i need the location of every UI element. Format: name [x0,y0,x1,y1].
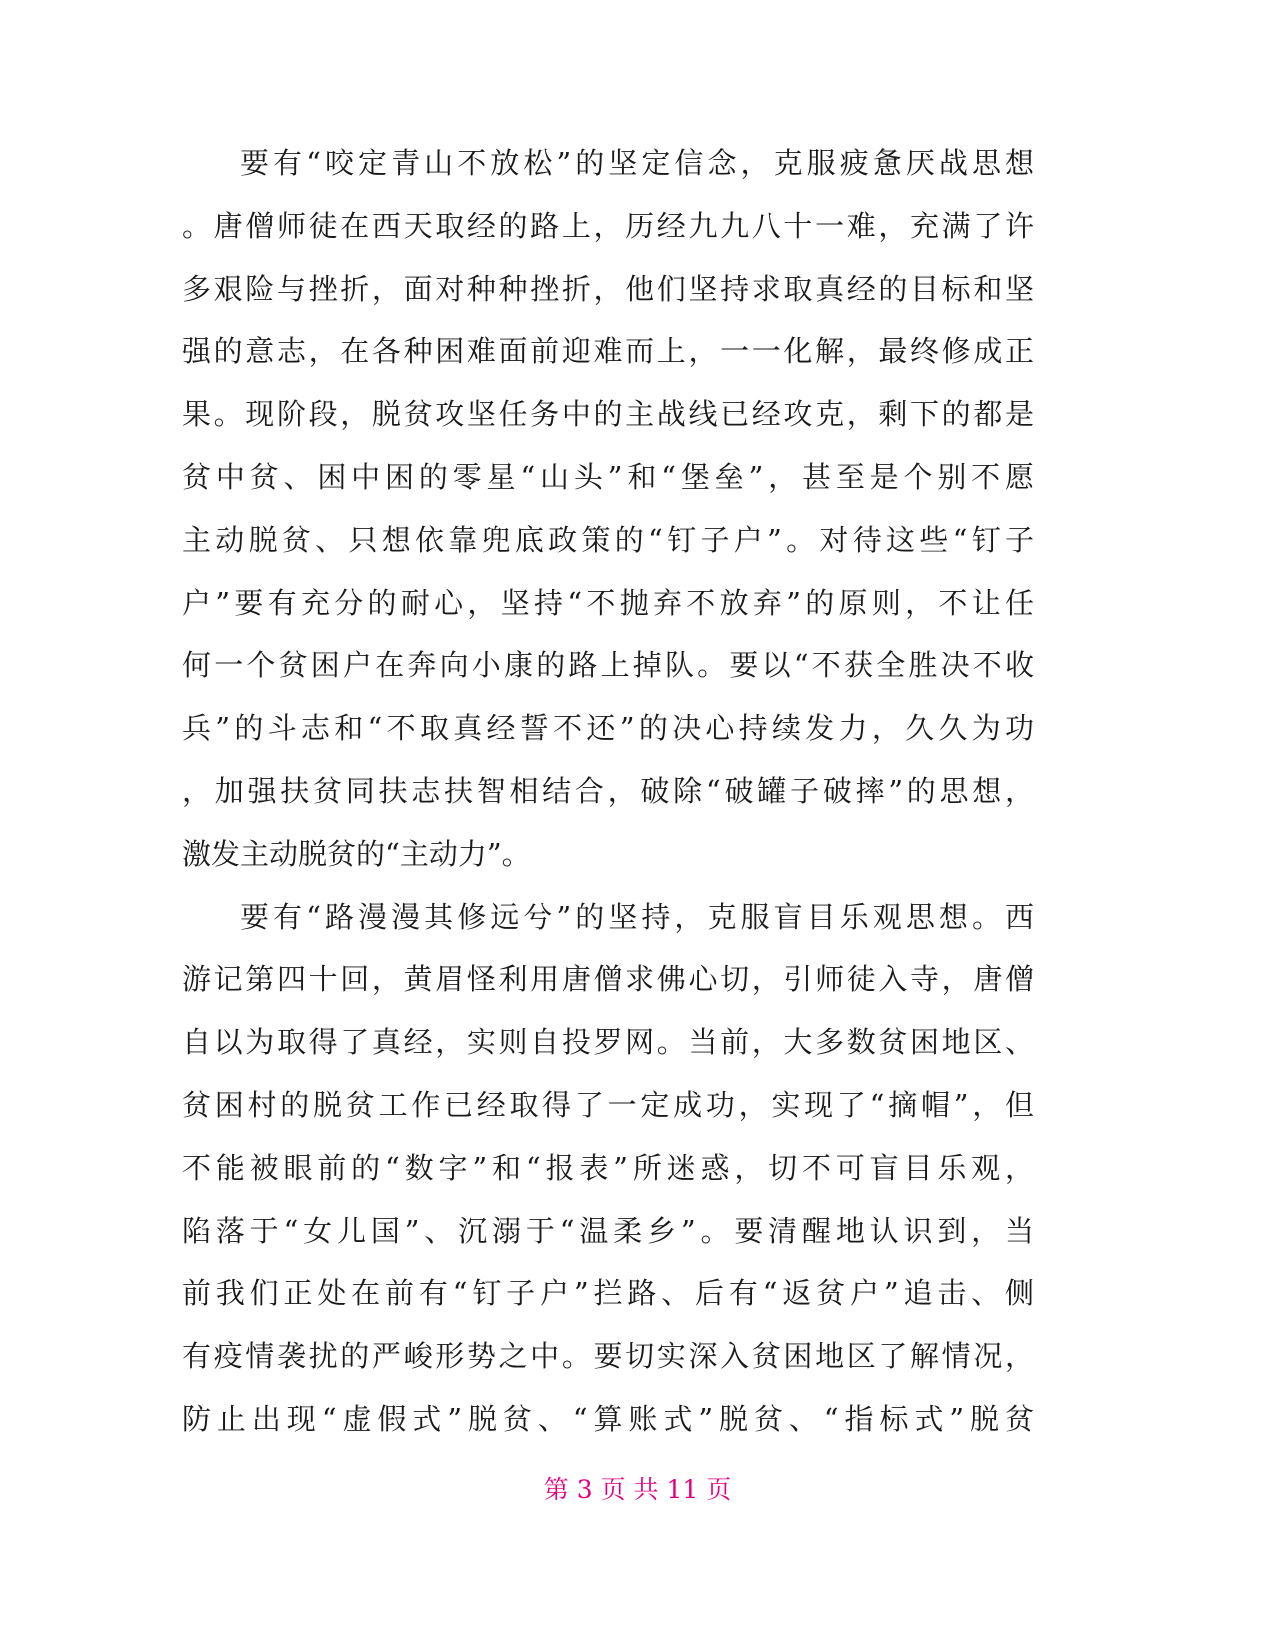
paragraph-1 [182,132,1034,886]
page-number-footer: 第 3 页 共 11 页 [543,1475,732,1504]
text-line: 游记第四十回，黄眉怪利用唐僧求佛心切，引师徒入寺，唐僧 [182,962,1034,997]
document-body [182,132,1034,1451]
text-line: 。唐僧师徒在西天取经的路上，历经九九八十一难，充满了许 [182,208,1034,243]
text-line: 自以为取得了真经，实则自投罗网。当前，大多数贫困地区、 [182,1025,1034,1060]
text-line: 防止出现“虚假式”脱贫、“算账式”脱贫、“指标式”脱贫 [182,1401,1034,1436]
text-line: 主动脱贫、只想依靠兜底政策的“钉子户”。对待这些“钉子 [182,522,1034,557]
text-line: 何一个贫困户在奔向小康的路上掉队。要以“不获全胜决不收 [182,648,1034,683]
text-line: 要有“路漫漫其修远兮”的坚持，克服盲目乐观思想。西 [240,899,1034,934]
text-line: 贫困村的脱贫工作已经取得了一定成功，实现了“摘帽”，但 [182,1087,1034,1122]
text-line: 强的意志，在各种困难面前迎难而上，一一化解，最终修成正 [182,334,1034,369]
text-line: 要有“咬定青山不放松”的坚定信念，克服疲惫厌战思想 [240,146,1034,180]
text-line: 有疫情袭扰的严峻形势之中。要切实深入贫困地区了解情况， [182,1339,1034,1374]
text-line: 陷落于“女儿国”、沉溺于“温柔乡”。要清醒地认识到，当 [182,1213,1034,1248]
text-line: 贫中贫、困中困的零星“山头”和“堡垒”，甚至是个别不愿 [182,459,1034,494]
text-line: 不能被眼前的“数字”和“报表”所迷惑，切不可盲目乐观， [182,1150,1034,1185]
text-line: 兵”的斗志和“不取真经誓不还”的决心持续发力，久久为功 [182,711,1034,746]
text-line: 户”要有充分的耐心，坚持“不抛弃不放弃”的原则，不让任 [182,585,1034,620]
paragraph-2 [182,886,1034,1451]
text-line: 多艰险与挫折，面对种种挫折，他们坚持求取真经的目标和坚 [182,271,1034,306]
text-line: 前我们正处在前有“钉子户”拦路、后有“返贫户”追击、侧 [182,1276,1034,1311]
text-line: ，加强扶贫同扶志扶智相结合，破除“破罐子破摔”的思想， [182,773,1034,808]
text-line: 激发主动脱贫的“主动力”。 [182,836,531,871]
text-line: 果。现阶段，脱贫攻坚任务中的主战线已经攻克，剩下的都是 [182,397,1034,432]
